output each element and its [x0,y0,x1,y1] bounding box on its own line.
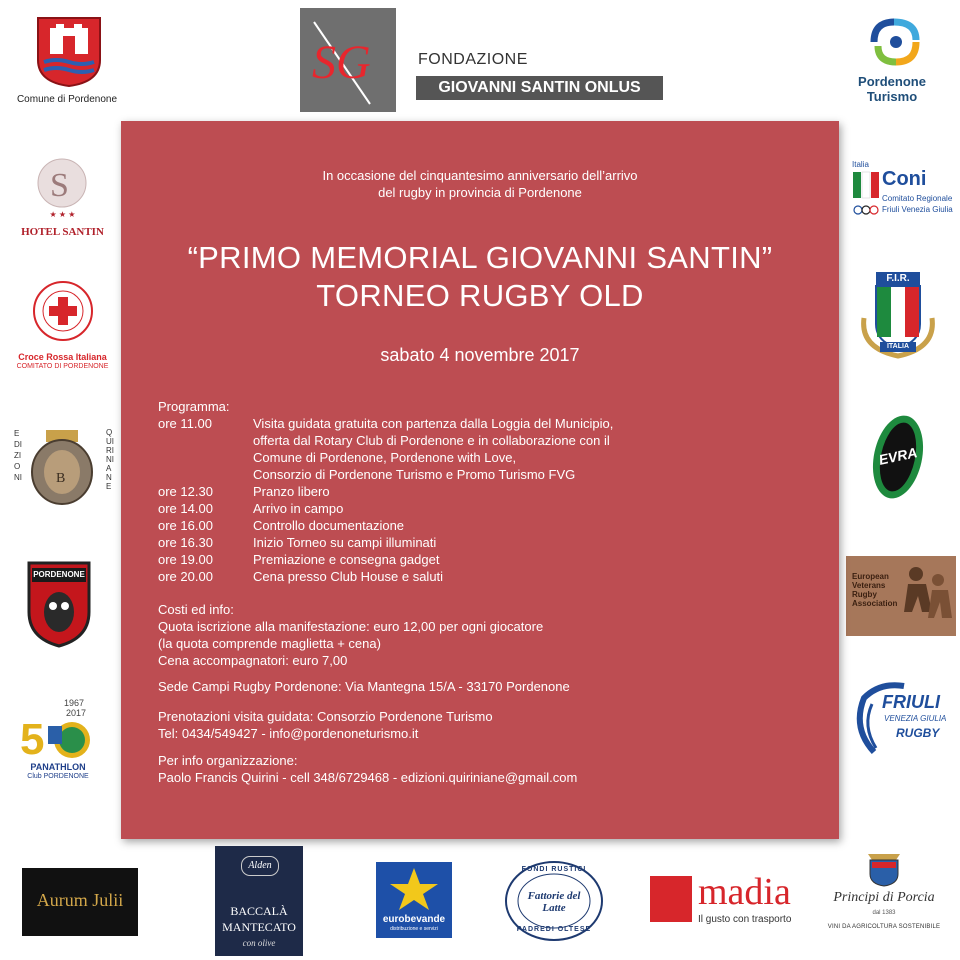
schedule-description [253,517,723,534]
hotel-stars: ★ ★ ★ [49,210,76,219]
aurum-julii-logo [22,868,138,936]
costi-line-2: (la quota comprende maglietta + cena) [158,636,381,651]
eurobevande-label: eurobevande [382,914,446,925]
panathlon-year-start: 1967 [64,698,85,708]
fattorie-label: Fattorie del Latte [527,890,581,914]
friuli-rugby-logo [850,678,950,758]
croce-rossa-logo [10,280,115,376]
comune-crest-icon [34,14,104,88]
edizioni-quiriniane-logo [10,418,115,518]
schedule-time: ore 19.00 [158,552,213,567]
flyer-title [121,239,839,315]
red-cross-icon [32,280,94,342]
evra-logo [868,412,928,502]
svg-text:5: 5 [20,715,45,760]
schedule-description-line: Inizio Torneo su campi illuminati [253,535,437,550]
evra-assoc-text: European Veterans Rugby Association [852,572,898,608]
coni-committee: Comitato Regionale [882,194,953,203]
intro-line-1: In occasione del cinquantesimo anniversario dell’arrivo [322,168,638,183]
rugby-players-illustration-icon [898,562,954,632]
flyer-intro [121,167,839,201]
panathlon-label: PANATHLON [30,762,86,772]
schedule-time: ore 20.00 [158,569,213,584]
schedule-description [253,483,723,500]
schedule-time: ore 14.00 [158,501,213,516]
event-date: sabato 4 novembre 2017 [380,345,580,365]
porcia-crest-icon [862,848,906,888]
panathlon-sublabel: Club PORDENONE [27,773,89,780]
schedule-row [158,500,798,517]
schedule-description-line: offerta dal Rotary Club di Pordenone e in collaborazione con il [253,433,610,448]
schedule-description [253,534,723,551]
schedule-time: ore 11.00 [158,416,212,431]
coni-region: Friuli Venezia Giulia [882,205,953,214]
booking-line-1: Prenotazioni visita guidata: Consorzio Pordenone Turismo [158,709,493,724]
eurobevande-logo [376,862,452,938]
panathlon-year-end: 2017 [66,708,87,718]
sg-monogram-icon [300,8,396,112]
pordenone-rugby-label: PORDENONE [33,570,85,579]
croce-rossa-sublabel: COMITATO DI PORDENONE [16,363,109,370]
alden-badge: Alden [241,856,279,876]
schedule-description-line: Premiazione e consegna gadget [253,552,440,567]
baccala-line-2: MANTECATO [222,920,296,934]
coni-italia-small: Italia [852,160,869,169]
fifty-emblem-icon [20,714,104,760]
svg-text:SG: SG [312,36,371,89]
pordenone-turismo-icon [866,12,926,72]
pordenone-turismo-logo [846,12,946,108]
schedule-description [253,551,723,568]
costs-section [158,601,798,669]
hotel-santin-logo [10,158,115,244]
baccala-line-3: con olive [242,938,276,948]
edizioni-vertical-left: EDIZIONI [14,429,22,482]
schedule-description-line: Controllo documentazione [253,518,405,533]
baccala-line-1: BACCALÀ [230,904,288,918]
friuli-rugby-label: RUGBY [896,726,940,740]
schedule-time: ore 12.30 [158,484,213,499]
schedule-row [158,534,798,551]
schedule-time: ore 16.00 [158,518,213,533]
hotel-santin-label: HOTEL SANTIN [21,226,104,238]
schedule-row [158,483,798,500]
info-line-2: Paolo Francis Quirini - cell 348/6729468 - edizioni.quiriniane@gmail.com [158,770,578,785]
european-veterans-logo [846,556,956,636]
comune-label: Comune di Pordenone [16,94,118,105]
evra-label: EVRA [877,444,919,468]
fir-italia-label: ITALIA [886,343,910,350]
schedule-time: ore 16.30 [158,535,213,550]
title-line-2: TORNEO RUGBY OLD [316,278,644,313]
venue-address: Sede Campi Rugby Pordenone: Via Mantegna 15/A - 33170 Pordenone [158,679,570,694]
booking-section [158,708,798,742]
schedule-description-line: Arrivo in campo [253,501,344,516]
foundation-name-line2: GIOVANNI SANTIN ONLUS [416,76,663,100]
title-line-1: “PRIMO MEMORIAL GIOVANNI SANTIN” [187,240,773,275]
schedule-description-line: Comune di Pordenone, Pordenone with Love, [253,450,517,465]
madia-label: madia [698,871,791,913]
porcia-label: Principi di Porcia [833,890,935,905]
schedule-row [158,517,798,534]
event-flyer-panel [121,121,839,839]
pordenone-rugby-logo [26,560,92,648]
svg-text:S: S [50,167,69,204]
fattorie-ring-bottom: PADREDI OLTESE [516,926,592,933]
fir-label: F.I.R. [886,273,910,284]
schedule-description-line: Consorzio di Pordenone Turismo e Promo Turismo FVG [253,467,576,482]
costi-line-1: Quota iscrizione alla manifestazione: euro 12,00 per ogni giocatore [158,619,544,634]
santin-foundation-logo-mark [300,8,396,112]
eurobevande-sublabel: distribuzione e servizi [390,926,438,932]
croce-rossa-label: Croce Rossa Italiana [18,352,107,362]
schedule-description-line: Visita guidata gratuita con partenza dalla Loggia del Municipio, [253,416,614,431]
schedule-list [158,415,798,585]
madia-sublabel: Il gusto con trasporto [698,914,792,925]
intro-line-2: del rugby in provincia di Pordenone [378,185,582,200]
coni-logo [848,160,954,224]
schedule-row [158,415,798,483]
schedule-row [158,568,798,585]
edizioni-vertical-right: QUIRINIANE [106,428,114,491]
svg-text:B: B [56,471,66,486]
principi-di-porcia-logo [824,848,944,944]
organiser-contact [158,752,798,786]
booking-line-2: Tel: 0434/549427 - info@pordenoneturismo.it [158,726,419,741]
madia-red-mark-icon [650,876,692,922]
porcia-since: dal 1383 [872,910,896,916]
panathlon-logo [14,696,114,788]
programme-section [158,398,798,585]
eurobevande-star-icon [376,862,452,914]
pordenone-turismo-label: Pordenone Turismo [858,74,926,104]
schedule-description-line: Pranzo libero [253,484,330,499]
costi-label: Costi ed info: [158,602,234,617]
aurum-julii-label: Aurum Julii [36,890,124,910]
baccala-mantecato-logo [215,846,303,956]
info-line-1: Per info organizzazione: [158,753,298,768]
friuli-label: FRIULI [882,692,940,712]
fattorie-ring-top: FONDI RUSTICI [521,866,587,873]
fattorie-del-latte-logo [504,860,604,942]
costi-line-3: Cena accompagnatori: euro 7,00 [158,653,348,668]
coni-name: Coni [882,168,927,190]
porcia-sublabel: VINI DA AGRICOLTURA SOSTENIBILE [827,924,941,930]
schedule-description [253,568,723,585]
fir-logo [860,268,936,360]
comune-pordenone-logo [16,14,118,110]
hotel-s-emblem-icon [34,158,90,208]
madia-logo [650,872,800,932]
friuli-sublabel: VENEZIA GIULIA [884,714,947,723]
foundation-name-line1: FONDAZIONE [418,51,528,68]
quiriniane-crest-icon [30,428,94,508]
coni-flag-icon [852,170,880,218]
programma-label: Programma: [158,399,230,414]
schedule-row [158,551,798,568]
schedule-description-line: Cena presso Club House e saluti [253,569,444,584]
schedule-description [253,415,723,483]
schedule-description [253,500,723,517]
